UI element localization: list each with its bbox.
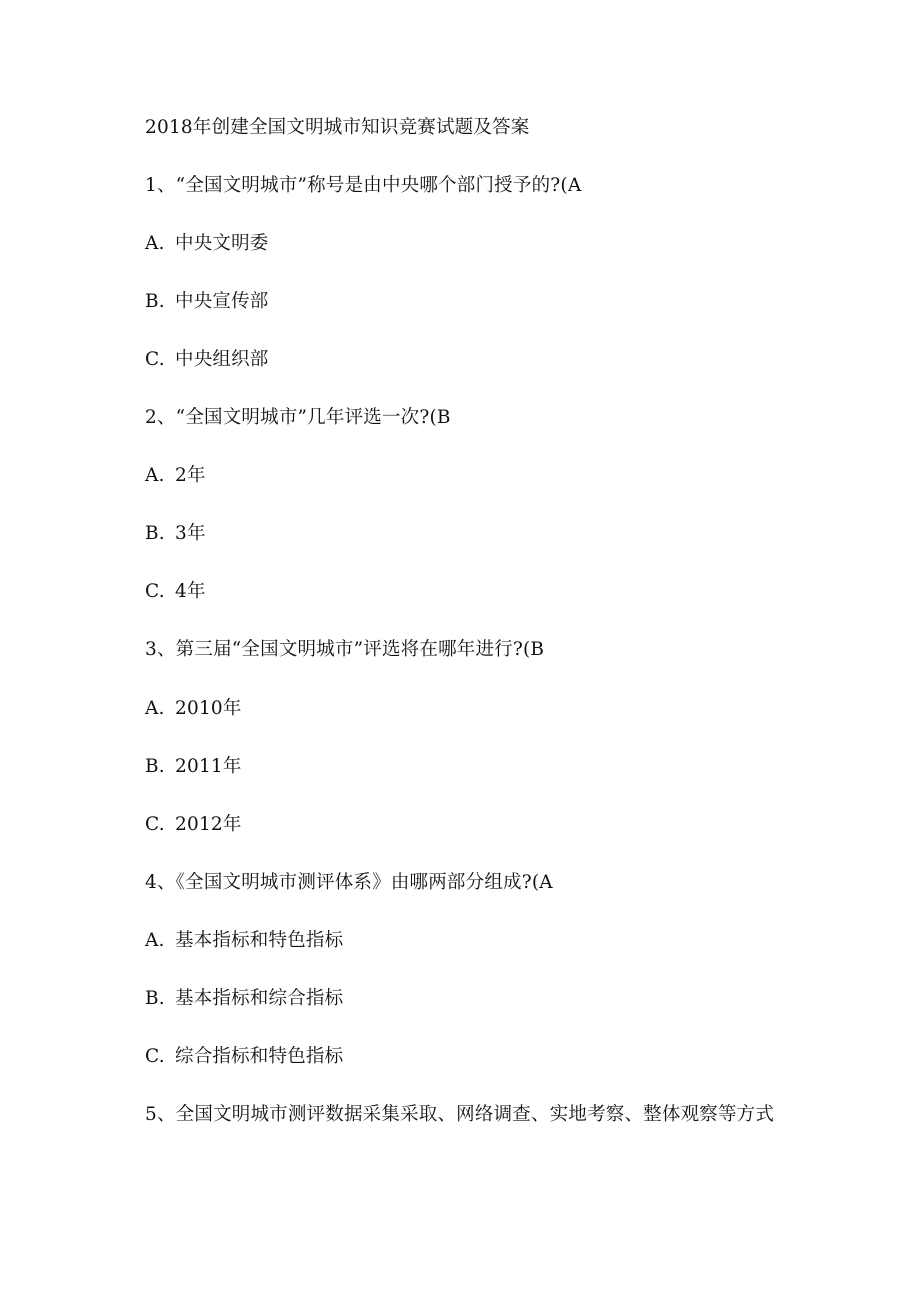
question-4-option-a [145,929,343,953]
question-4-stem: 4、《全国文明城市测评体系》由哪两部分组成?(A [145,872,553,893]
question-5-stem: 5、全国文明城市测评数据采集采取、网络调查、实地考察、整体观察等方式 [145,1104,775,1125]
question-2-stem: 2、“全国文明城市”几年评选一次?(B [145,407,451,428]
option-letter: B. [145,756,165,777]
question-3-stem: 3、第三届“全国文明城市”评选将在哪年进行?(B [145,639,545,660]
option-letter: B. [145,988,165,1009]
option-letter: A. [145,465,165,486]
option-text: 4年 [175,581,206,602]
option-text: 2011年 [175,756,242,777]
option-letter: A. [145,698,165,719]
question-2-option-b [145,522,206,546]
option-text: 综合指标和特色指标 [175,1046,344,1067]
option-letter: C. [145,1046,165,1067]
option-letter: B. [145,291,165,312]
option-letter: C. [145,814,165,835]
question-1-option-b [145,290,269,314]
option-text: 中央文明委 [175,233,269,254]
option-letter: C. [145,349,165,370]
option-text: 3年 [175,523,206,544]
question-3-option-c [145,813,242,837]
question-4-option-b [145,987,343,1011]
document-title: 2018年创建全国文明城市知识竞赛试题及答案 [145,117,530,138]
question-2-option-a [145,464,206,488]
option-text: 中央宣传部 [175,291,269,312]
option-letter: A. [145,233,165,254]
question-3-option-a [145,697,242,721]
option-text: 2010年 [175,698,242,719]
question-1-option-a [145,232,269,256]
question-4-option-c [145,1045,343,1069]
question-1-option-c [145,348,269,372]
question-3-option-b [145,755,242,779]
option-text: 基本指标和综合指标 [175,988,344,1009]
option-letter: A. [145,930,165,951]
question-2-option-c [145,580,206,604]
option-text: 2年 [175,465,206,486]
question-1-stem: 1、“全国文明城市”称号是由中央哪个部门授予的?(A [145,175,582,196]
option-letter: B. [145,523,165,544]
option-text: 2012年 [175,814,242,835]
option-letter: C. [145,581,165,602]
option-text: 基本指标和特色指标 [175,930,344,951]
option-text: 中央组织部 [175,349,269,370]
